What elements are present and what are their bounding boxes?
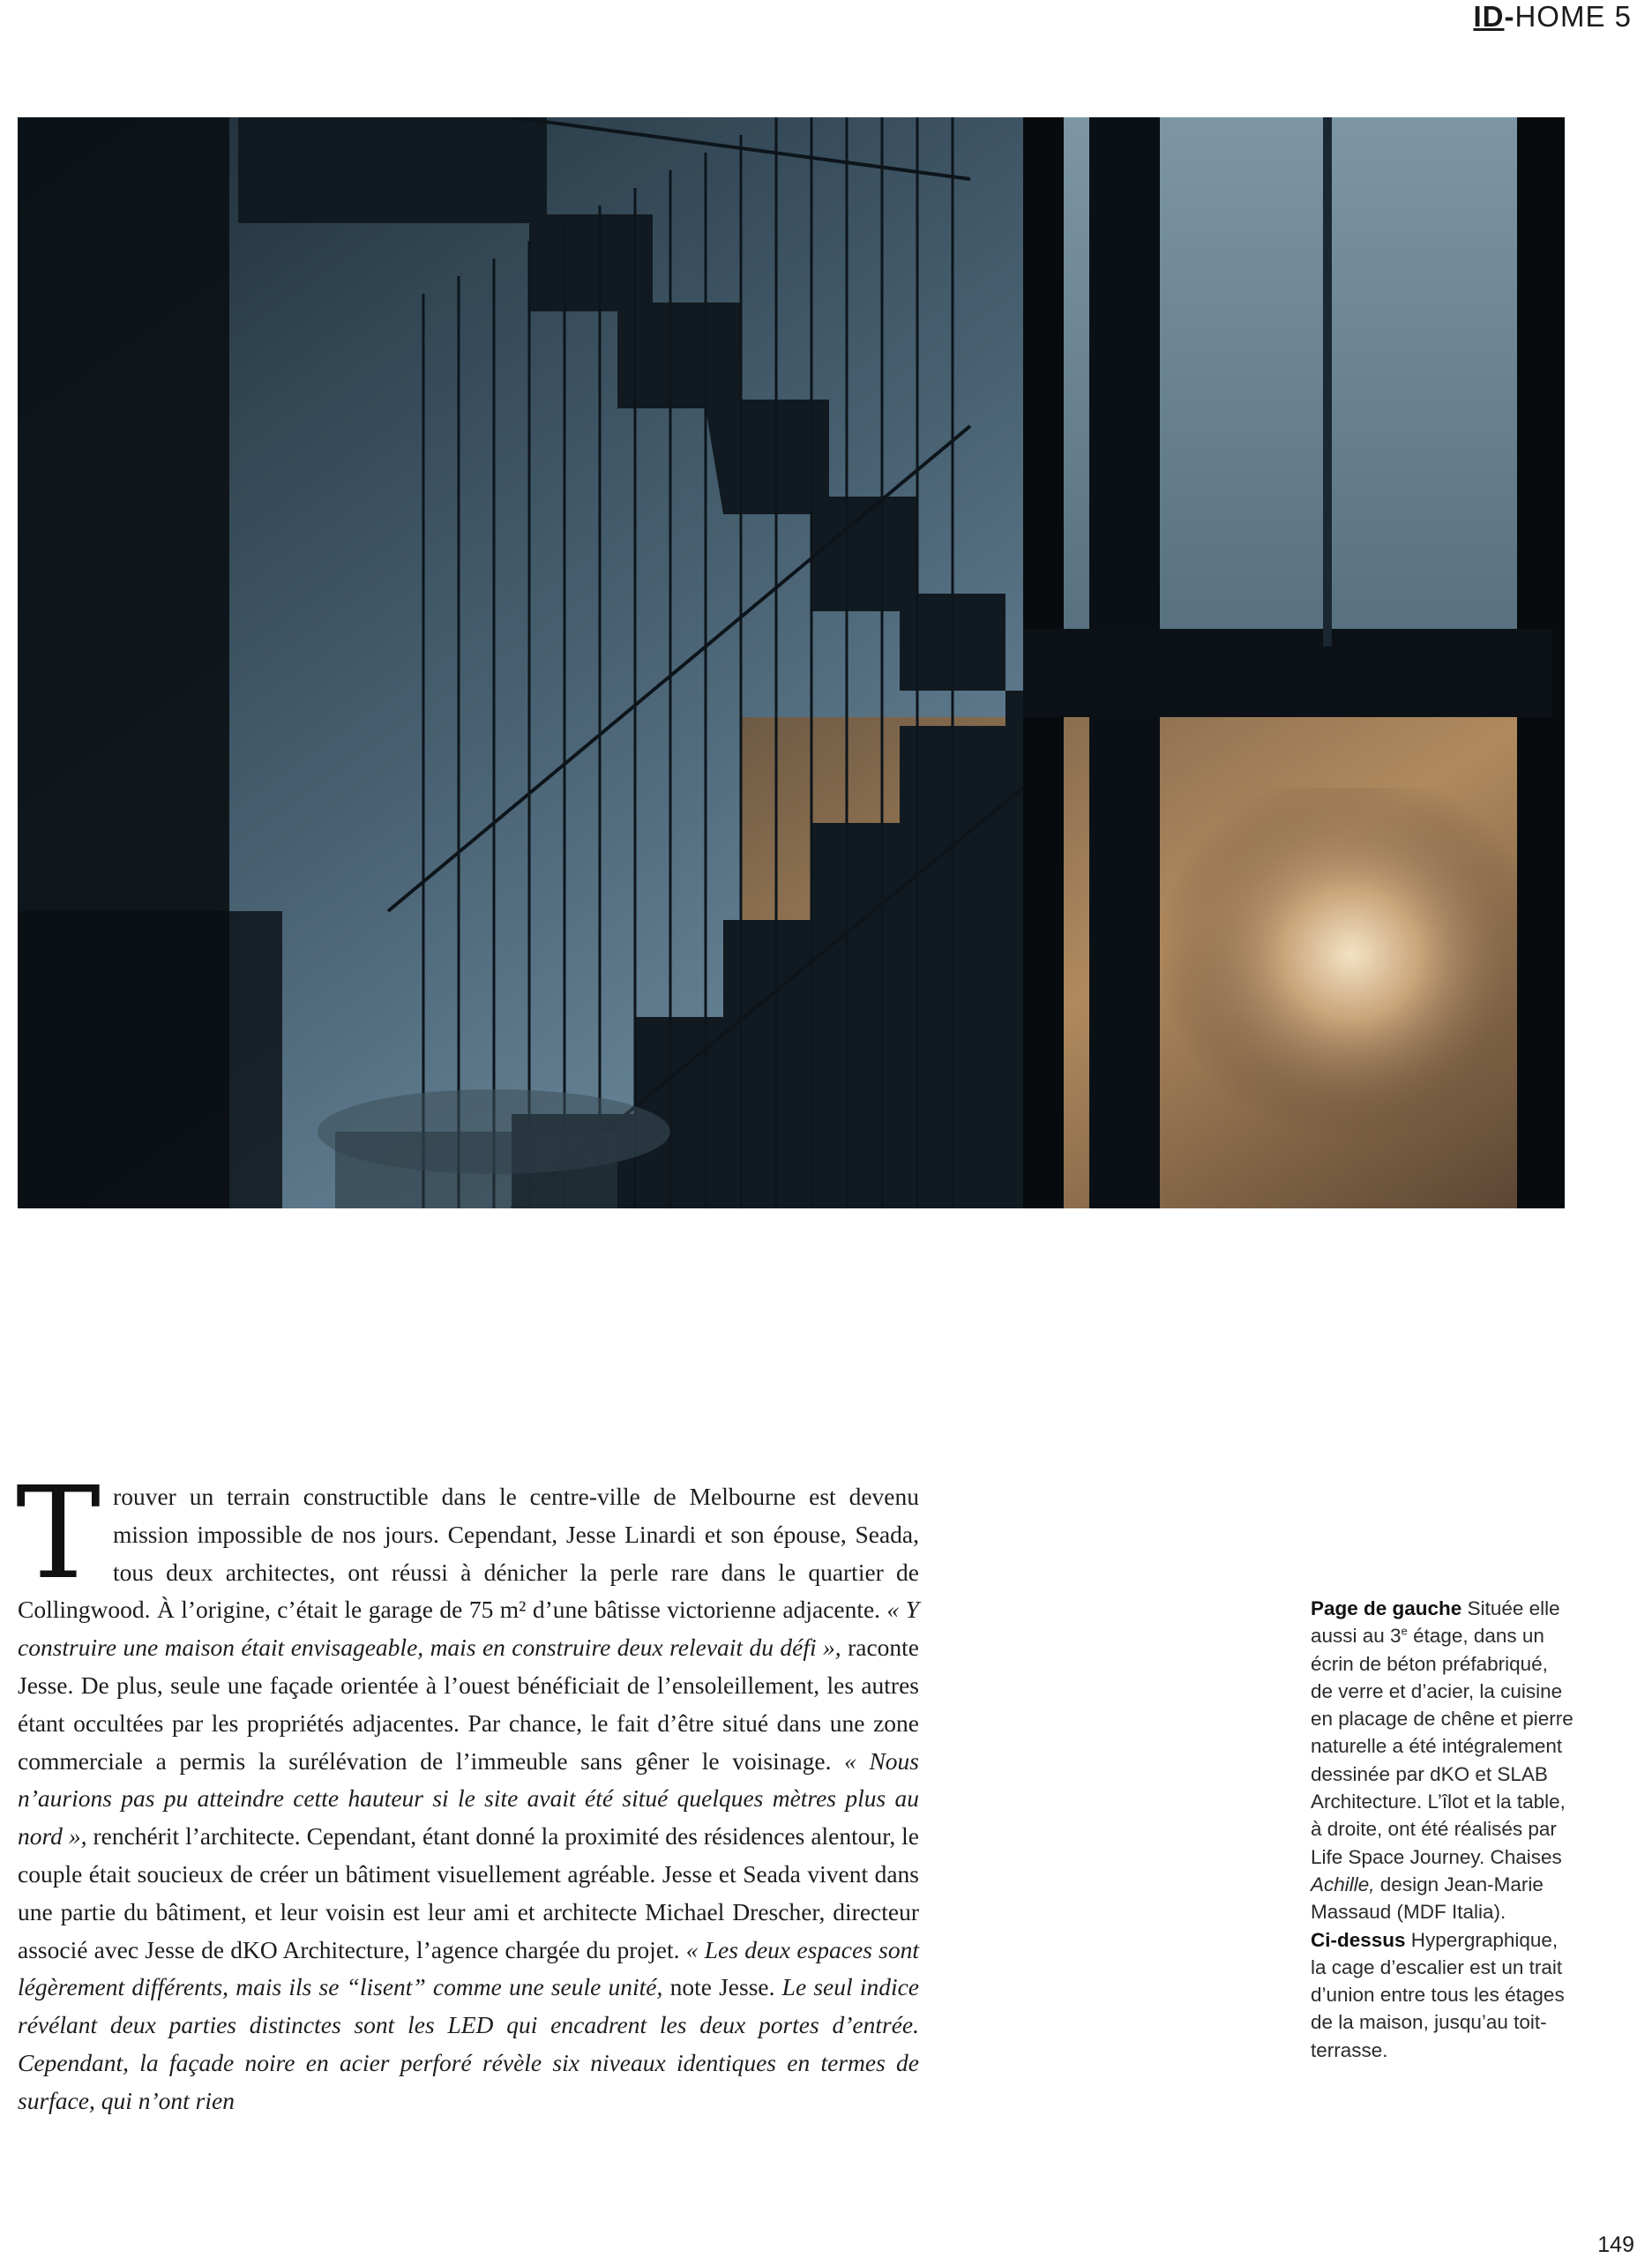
quote-3: « Les deux espaces sont légèrement différents, mais ils se “lisent” comme une seule unité, <box>18 1935 920 2001</box>
article-text-1: rouver un terrain constructible dans le centre-ville de Melbourne est devenu mission impossible de nos jours. Cependant, Jesse Linardi et son épouse, Seada, tous deux architectes, ont réussi à dénicher la perle rare dans le quartier de Collingwood. À l’origine, c’était le garage de 75 m² d’une bâtisse victorienne adjacente. <box>18 1483 919 1624</box>
page-number: 149 <box>1597 2232 1634 2257</box>
magazine-brand: ID <box>1473 0 1505 33</box>
quote-2: « Nous n’aurions pas pu atteindre cette hauteur si le site avait été situé quelques mètres plus au nord », <box>18 1746 919 1851</box>
drop-cap: T <box>16 1459 101 1607</box>
running-header <box>1473 0 1632 34</box>
caption-label-left-page: Page de gauche <box>1311 1597 1462 1619</box>
caption-text-1a: Située elle aussi au 3 <box>1311 1597 1560 1648</box>
quote-4: Le seul indice révélant deux parties distinctes sont les LED qui encadrent les deux portes d’entrée. Cependant, la façade noire en acier perforé révèle six niveaux identiques en termes de surface, qui n’ont rien <box>18 1973 919 2114</box>
article-text-3: renchérit l’architecte. Cependant, étant donné la proximité des résidences alentour, le couple était soucieux de créer un bâtiment visuellement agréable. Jesse et Seada vivent dans une partie du bâtiment, et leur voisin est leur ami et architecte Michael Drescher, directeur associé avec Jesse de dKO Architecture, l’agence chargée du projet. <box>18 1822 919 1963</box>
photo-caption <box>1311 1595 1575 2064</box>
staircase-photo <box>18 117 1565 1208</box>
article-body <box>16 1459 920 2120</box>
caption-superscript: e <box>1401 1624 1408 1638</box>
article-text-4: note Jesse. <box>662 1973 782 2001</box>
caption-text-2: Hypergraphique, la cage d’escalier est un trait d’union entre tous les étages de la maison, jusqu’au toit-terrasse. <box>1311 1928 1565 2061</box>
staircase-illustration <box>18 117 1565 1208</box>
caption-text-1b: étage, dans un écrin de béton préfabriqué, de verre et d’acier, la cuisine en placage de chêne et pierre naturelle a été intégralement dessinée par dKO et SLAB Architecture. L’îlot et la table, à droite, ont été réalisés par Life Space Journey. Chaises <box>1311 1625 1574 1868</box>
article-text-2: raconte Jesse. De plus, seule une façade orientée à l’ouest bénéficiait de l’ensoleillement, les autres étant occultées par les propriétés adjacentes. Par chance, le fait d’être situé dans une zone commerciale a permis la surélévation de l’immeuble sans gêner le voisinage. <box>18 1634 920 1775</box>
quote-1: « Y construire une maison était envisageable, mais en construire deux relevait du défi », <box>18 1596 919 1662</box>
caption-chair-name: Achille, <box>1311 1873 1375 1895</box>
section-title: HOME 5 <box>1514 0 1632 33</box>
caption-label-above: Ci-dessus <box>1311 1928 1406 1951</box>
caption-text-1c: design Jean-Marie Massaud (MDF Italia). <box>1311 1873 1544 1924</box>
header-separator: - <box>1504 0 1515 33</box>
